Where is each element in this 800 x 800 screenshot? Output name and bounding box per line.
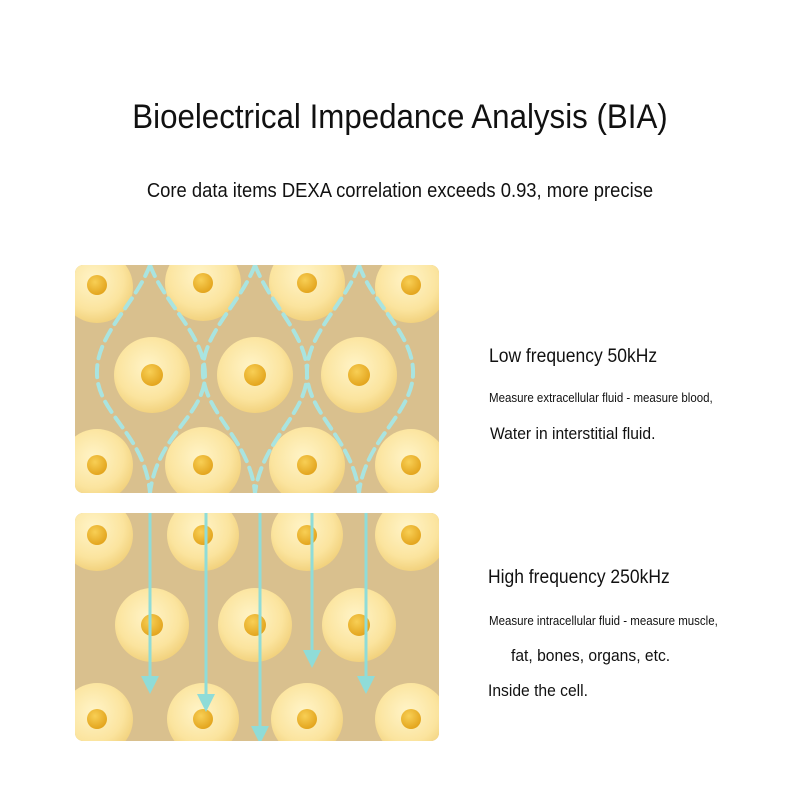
high-frequency-heading: High frequency 250kHz bbox=[488, 567, 670, 588]
low-frequency-illustration bbox=[75, 265, 439, 493]
high-frequency-description-line-1: Measure intracellular fluid - measure muscle, bbox=[489, 614, 718, 628]
high-frequency-description-line-2: fat, bones, organs, etc. bbox=[511, 646, 671, 665]
high-frequency-illustration bbox=[75, 513, 439, 741]
low-frequency-description-line-2: Water in interstitial fluid. bbox=[490, 424, 656, 443]
high-frequency-diagram bbox=[75, 513, 439, 741]
page-title: Bioelectrical Impedance Analysis (BIA) bbox=[132, 98, 668, 136]
low-frequency-diagram bbox=[75, 265, 439, 493]
high-frequency-description-line-3: Inside the cell. bbox=[488, 681, 588, 700]
low-frequency-heading: Low frequency 50kHz bbox=[489, 346, 658, 367]
low-frequency-description-line-1: Measure extracellular fluid - measure blood, bbox=[489, 391, 713, 405]
page-subtitle: Core data items DEXA correlation exceeds 0.93, more precise bbox=[146, 180, 654, 202]
